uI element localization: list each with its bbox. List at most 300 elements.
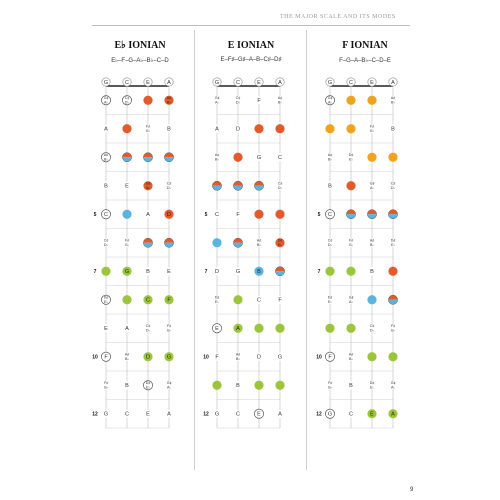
fret-number: 10 xyxy=(203,354,209,361)
split-top xyxy=(164,238,173,243)
fretboard-2 xyxy=(203,78,284,428)
fret-note xyxy=(368,124,376,133)
note-label-sharp: D♯ xyxy=(103,295,109,300)
note-label: E xyxy=(125,183,129,190)
note-dot xyxy=(346,324,355,333)
note-label: D xyxy=(215,269,219,276)
note-label: F xyxy=(328,354,332,361)
split-bottom xyxy=(233,243,242,248)
note-label-flat: E♭ xyxy=(103,300,109,305)
note-label: C xyxy=(328,212,332,219)
note-label-flat: E♭ xyxy=(369,385,375,390)
split-bottom xyxy=(388,214,397,219)
note-label-sharp: A♯ xyxy=(124,352,130,357)
split-top xyxy=(388,210,397,215)
note-label-sharp: D♯ xyxy=(369,380,375,385)
fret-note xyxy=(164,96,173,105)
note-label-flat: D♭ xyxy=(166,186,172,191)
note-dot xyxy=(254,324,263,333)
fret-note xyxy=(255,153,263,161)
split-bottom xyxy=(164,243,173,248)
note-label-flat: D♭ xyxy=(390,186,396,191)
fret-note xyxy=(122,295,131,304)
note-dot xyxy=(275,324,284,333)
note-dot xyxy=(346,181,355,190)
note-dot xyxy=(233,153,242,162)
fret-note xyxy=(276,96,284,105)
note-label-flat: D♭ xyxy=(103,243,109,248)
note-label: A xyxy=(278,411,282,418)
note-label-flat: G♭ xyxy=(390,328,396,333)
note-label: F xyxy=(167,297,171,304)
note-label-flat: B♭ xyxy=(369,243,375,248)
note-dot xyxy=(346,124,355,133)
note-dot xyxy=(325,124,334,133)
note-label: B xyxy=(167,126,171,133)
note-label: D xyxy=(146,354,150,361)
fret-note xyxy=(233,324,242,333)
fret-note xyxy=(347,352,355,361)
fret-note xyxy=(164,153,173,162)
note-dot xyxy=(325,324,334,333)
split-top xyxy=(233,238,242,243)
note-label: A xyxy=(146,212,150,219)
open-string-label: A xyxy=(278,79,282,86)
split-top xyxy=(122,153,131,158)
note-dot xyxy=(346,96,355,105)
fret-note xyxy=(368,381,376,390)
fret-note xyxy=(346,210,355,219)
note-label: G xyxy=(103,411,109,418)
fret-note xyxy=(254,324,263,333)
fret-number: 12 xyxy=(316,411,322,418)
fret-note xyxy=(234,125,242,133)
fret-note xyxy=(143,352,152,361)
fret-note xyxy=(123,324,131,332)
note-label-sharp: G♯ xyxy=(214,95,220,100)
fret-number: 10 xyxy=(316,354,322,361)
note-dot xyxy=(101,267,110,276)
diagram-2-title: E IONIAN xyxy=(227,40,275,51)
note-label: E xyxy=(215,326,219,333)
fret-note xyxy=(212,238,221,247)
note-label-sharp: G♯ xyxy=(390,380,396,385)
note-label: A xyxy=(215,126,219,133)
note-label-sharp: F♯ xyxy=(104,380,108,385)
fret-note xyxy=(326,295,334,304)
note-label-flat: G♭ xyxy=(369,129,375,134)
fret-note xyxy=(275,210,284,219)
fret-note xyxy=(102,324,110,332)
note-label: G xyxy=(214,411,220,418)
fret-note xyxy=(123,352,131,361)
note-label-sharp: D♯ xyxy=(348,152,354,157)
note-label-flat: A♭ xyxy=(369,186,375,191)
split-bottom xyxy=(275,271,284,276)
fret-note xyxy=(213,353,221,361)
fret-number: 7 xyxy=(317,268,321,275)
fret-note xyxy=(122,96,131,105)
note-label-flat: B♭ xyxy=(103,157,109,162)
note-dot xyxy=(122,124,131,133)
note-label-flat: G♭ xyxy=(348,243,354,248)
note-label: D xyxy=(167,212,171,219)
note-label: F xyxy=(104,354,108,361)
note-label: C xyxy=(146,297,150,304)
fret-note xyxy=(389,125,397,133)
fret-note xyxy=(388,153,397,162)
split-top xyxy=(164,153,173,158)
fret-number: 10 xyxy=(92,354,98,361)
fret-note xyxy=(326,381,334,390)
note-label-flat: G♭ xyxy=(166,328,172,333)
note-label: C xyxy=(104,212,108,219)
note-label-sharp: A♯ xyxy=(214,152,220,157)
fret-note xyxy=(101,96,110,105)
note-label: E xyxy=(257,411,261,418)
fret-note xyxy=(275,124,284,133)
fret-note xyxy=(347,381,355,389)
note-dot xyxy=(122,295,131,304)
note-label-flat: G♭ xyxy=(145,129,151,134)
note-label-sharp: A♯ xyxy=(166,95,172,100)
note-dot xyxy=(212,381,221,390)
note-label-sharp: F♯ xyxy=(370,124,374,129)
fret-note xyxy=(275,267,284,276)
note-dot xyxy=(388,267,397,276)
note-label-sharp: A♯ xyxy=(277,95,283,100)
open-string-label: A xyxy=(391,79,395,86)
fret-note xyxy=(143,153,152,162)
fret-note xyxy=(325,352,334,361)
note-label: C xyxy=(236,411,240,418)
fret-note xyxy=(234,381,242,389)
fret-note xyxy=(102,238,110,247)
note-label: A xyxy=(236,326,240,333)
fret-note xyxy=(233,153,242,162)
fret-note xyxy=(325,409,334,418)
open-string-label: G xyxy=(327,79,333,86)
fret-number: 12 xyxy=(92,411,98,418)
note-label: B xyxy=(328,183,332,190)
open-string-label: G xyxy=(214,79,220,86)
note-label-sharp: C♯ xyxy=(327,238,333,243)
note-label-sharp: F♯ xyxy=(146,124,150,129)
note-dot xyxy=(367,352,376,361)
fret-number: 5 xyxy=(204,211,208,218)
note-label-flat: E♭ xyxy=(390,243,396,248)
fret-note xyxy=(368,267,376,275)
note-label: B xyxy=(236,383,240,390)
open-string-label: E xyxy=(257,79,261,86)
fret-note xyxy=(102,381,110,390)
note-label: C xyxy=(278,155,282,162)
fret-note xyxy=(143,381,152,390)
fret-note xyxy=(254,181,263,190)
fret-note xyxy=(276,353,284,361)
fret-note xyxy=(275,238,284,247)
fret-note xyxy=(388,352,397,361)
fret-note xyxy=(101,295,110,304)
fret-note xyxy=(275,381,284,390)
note-label-flat: E♭ xyxy=(277,243,283,248)
note-dot xyxy=(254,124,263,133)
fret-note xyxy=(347,295,355,304)
note-dot xyxy=(254,381,263,390)
fret-note xyxy=(326,238,334,247)
open-string-label: A xyxy=(167,79,171,86)
note-label: B xyxy=(104,183,108,190)
fret-note xyxy=(325,124,334,133)
note-label-sharp: A♯ xyxy=(390,95,396,100)
note-label-flat: D♭ xyxy=(235,100,241,105)
fret-note xyxy=(346,96,355,105)
note-label-sharp: G♯ xyxy=(327,95,333,100)
note-label-sharp: A♯ xyxy=(327,152,333,157)
open-string-label: C xyxy=(125,79,129,86)
fret-note xyxy=(254,124,263,133)
split-bottom xyxy=(212,186,221,191)
note-dot xyxy=(275,124,284,133)
fret-note xyxy=(164,295,173,304)
split-bottom xyxy=(164,157,173,162)
fret-note xyxy=(233,181,242,190)
split-bottom xyxy=(367,214,376,219)
note-dot xyxy=(275,381,284,390)
note-label-sharp: F♯ xyxy=(167,323,171,328)
note-label-sharp: A♯ xyxy=(103,152,109,157)
split-bottom xyxy=(254,186,263,191)
fretboard-1 xyxy=(92,78,173,428)
note-label-flat: A♭ xyxy=(145,186,151,191)
fret-note xyxy=(255,96,263,104)
fret-note xyxy=(213,267,221,275)
note-label: C xyxy=(349,411,353,418)
fret-note xyxy=(325,96,334,105)
fret-note xyxy=(346,324,355,333)
fret-note xyxy=(255,238,263,247)
fret-note xyxy=(346,124,355,133)
split-bottom xyxy=(143,243,152,248)
note-label-sharp: C♯ xyxy=(277,181,283,186)
fret-note xyxy=(144,210,152,218)
fret-note xyxy=(164,210,173,219)
note-label: E xyxy=(167,269,171,276)
fret-note xyxy=(164,238,173,247)
fret-note xyxy=(388,267,397,276)
note-label-flat: B♭ xyxy=(235,357,241,362)
fret-note xyxy=(388,295,397,304)
note-label: F xyxy=(278,297,282,304)
note-label-flat: A♭ xyxy=(166,385,172,390)
fret-note xyxy=(144,124,152,133)
split-bottom xyxy=(233,186,242,191)
fret-note xyxy=(123,410,131,418)
note-label-sharp: F♯ xyxy=(125,238,129,243)
note-label: E xyxy=(370,411,374,418)
split-top xyxy=(346,210,355,215)
note-label-flat: G♭ xyxy=(103,385,109,390)
note-label: G xyxy=(235,269,241,276)
note-label-sharp: A♯ xyxy=(256,238,262,243)
fret-number: 5 xyxy=(317,211,321,218)
note-label-sharp: G♯ xyxy=(348,295,354,300)
fret-note xyxy=(389,96,397,105)
fret-note xyxy=(325,324,334,333)
fret-note xyxy=(388,210,397,219)
fret-note xyxy=(389,324,397,333)
fret-note xyxy=(144,410,152,418)
fretboard-3 xyxy=(316,78,397,428)
fret-note xyxy=(101,352,110,361)
fret-note xyxy=(326,153,334,162)
fret-note xyxy=(388,409,397,418)
fret-note xyxy=(122,153,131,162)
fret-number: 7 xyxy=(204,268,208,275)
page-header-title: THE MAJOR SCALE AND ITS MODES xyxy=(280,14,396,20)
note-label: F xyxy=(215,354,219,361)
diagram-1-subtitle: E♭–F–G–A♭–B♭–C–D xyxy=(111,58,169,64)
fret-note xyxy=(325,210,334,219)
fret-note xyxy=(234,96,242,105)
fret-number: 7 xyxy=(93,268,97,275)
fret-note xyxy=(213,210,221,218)
note-label-sharp: C♯ xyxy=(145,323,151,328)
note-label: C xyxy=(257,297,261,304)
open-string-label: G xyxy=(103,79,109,86)
note-label-flat: G♭ xyxy=(124,243,130,248)
fret-note xyxy=(347,238,355,247)
note-label-sharp: A♯ xyxy=(369,238,375,243)
fret-note xyxy=(346,267,355,276)
fret-note xyxy=(212,381,221,390)
note-label-sharp: C♯ xyxy=(235,95,241,100)
note-dot xyxy=(388,153,397,162)
fret-note xyxy=(233,295,242,304)
fret-note xyxy=(255,353,263,361)
fret-note xyxy=(213,125,221,133)
note-label-flat: B♭ xyxy=(277,100,283,105)
fret-note xyxy=(123,381,131,389)
note-label: B xyxy=(146,269,150,276)
fret-note xyxy=(122,124,131,133)
note-label: B xyxy=(125,383,129,390)
note-label-flat: D♭ xyxy=(277,186,283,191)
note-dot xyxy=(346,267,355,276)
note-label: C xyxy=(125,411,129,418)
fret-note xyxy=(254,210,263,219)
fret-note xyxy=(234,410,242,418)
fret-note xyxy=(102,410,110,418)
fret-note xyxy=(254,409,263,418)
fret-number: 12 xyxy=(203,411,209,418)
note-dot xyxy=(233,295,242,304)
fret-note xyxy=(101,267,110,276)
note-dot xyxy=(254,210,263,219)
fret-note xyxy=(164,352,173,361)
note-label: F xyxy=(236,212,240,219)
page-number: 9 xyxy=(410,487,414,493)
note-label-sharp: G♯ xyxy=(369,181,375,186)
fret-note xyxy=(213,96,221,105)
open-string-label: C xyxy=(349,79,353,86)
diagram-3-title: F IONIAN xyxy=(342,40,388,51)
note-label: B xyxy=(257,269,261,276)
note-label: G xyxy=(327,411,333,418)
fret-note xyxy=(102,182,110,190)
note-dot xyxy=(143,96,152,105)
fret-number: 5 xyxy=(93,211,97,218)
note-label-flat: A♭ xyxy=(390,385,396,390)
note-label-flat: B♭ xyxy=(166,100,172,105)
fret-note xyxy=(213,153,221,162)
note-dot xyxy=(367,96,376,105)
note-label: B xyxy=(370,269,374,276)
note-label-sharp: D♯ xyxy=(214,295,220,300)
fret-note xyxy=(143,295,152,304)
note-label-sharp: C♯ xyxy=(390,181,396,186)
fret-note xyxy=(144,324,152,333)
fret-note xyxy=(254,267,263,276)
fret-note xyxy=(367,96,376,105)
note-label-flat: D♭ xyxy=(145,328,151,333)
note-label: G xyxy=(256,155,262,162)
note-label-sharp: G♯ xyxy=(166,380,172,385)
fret-note xyxy=(143,96,152,105)
fret-note xyxy=(276,181,284,190)
note-label-flat: D♭ xyxy=(327,243,333,248)
note-label-flat: B♭ xyxy=(327,157,333,162)
fret-note xyxy=(389,381,397,390)
note-label-sharp: C♯ xyxy=(369,323,375,328)
note-label: G xyxy=(166,354,172,361)
fret-note xyxy=(347,410,355,418)
note-label: B xyxy=(349,383,353,390)
note-label-sharp: D♯ xyxy=(277,238,283,243)
note-label-flat: E♭ xyxy=(145,385,151,390)
note-label: E xyxy=(146,411,150,418)
fret-note xyxy=(123,238,131,247)
fret-note xyxy=(234,210,242,218)
split-top xyxy=(275,267,284,272)
note-label: G xyxy=(277,354,283,361)
split-bottom xyxy=(143,157,152,162)
split-top xyxy=(212,181,221,186)
note-label-flat: E♭ xyxy=(327,300,333,305)
fret-note xyxy=(213,295,221,304)
note-dot xyxy=(212,238,221,247)
fret-note xyxy=(165,410,173,418)
fret-note xyxy=(326,182,334,190)
fret-note xyxy=(122,267,131,276)
note-label-sharp: F♯ xyxy=(328,380,332,385)
split-bottom xyxy=(346,214,355,219)
fret-note xyxy=(367,210,376,219)
fret-note xyxy=(123,182,131,190)
fret-note xyxy=(368,181,376,190)
note-label-flat: A♭ xyxy=(214,100,220,105)
note-label: G xyxy=(124,269,130,276)
note-label: A xyxy=(167,411,171,418)
note-label-flat: D♭ xyxy=(369,328,375,333)
split-top xyxy=(367,210,376,215)
fret-note xyxy=(389,238,397,247)
fret-note xyxy=(165,381,173,390)
note-label-flat: D♭ xyxy=(124,100,130,105)
note-label: E xyxy=(104,326,108,333)
note-dot xyxy=(388,352,397,361)
note-label-flat: A♭ xyxy=(103,100,109,105)
